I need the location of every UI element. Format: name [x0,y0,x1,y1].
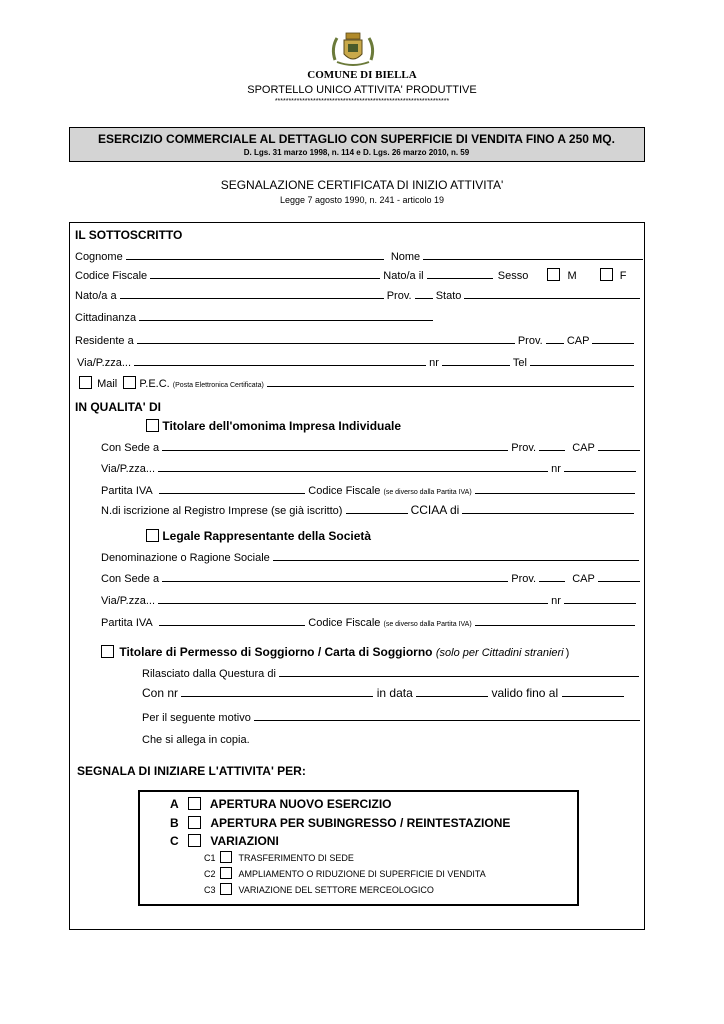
legale-sede-label: Con Sede a [101,573,160,585]
legale-checkbox[interactable] [146,529,159,542]
titolare-via-label: Via/P.zza... [101,463,156,475]
nr-field[interactable] [442,355,510,366]
option-a-checkbox[interactable] [188,797,201,810]
motivo-field[interactable] [254,710,640,721]
sesso-m-label: M [567,270,577,282]
tel-field[interactable] [530,355,634,366]
option-a [170,797,392,811]
row-titolare-sede [101,440,640,454]
stato-label: Stato [435,290,462,302]
legale-cap-label: CAP [572,573,595,585]
cittadinanza-field[interactable] [139,310,433,321]
legale-sede-field[interactable] [162,571,508,582]
legale-prov-field[interactable] [539,571,565,582]
row-cittadinanza [75,310,433,324]
permesso-note: (solo per Cittadini stranieri [435,647,564,659]
row-codice-fiscale [75,268,626,282]
denominazione-field[interactable] [273,550,639,561]
via-field[interactable] [134,355,426,366]
row-titolare [146,419,401,433]
legale-piva-field[interactable] [159,615,305,626]
in-data-label: in data [376,686,413,700]
registro-label: N.di iscrizione al Registro Imprese (se già iscritto) [101,505,343,517]
nome-label: Nome [390,251,421,263]
section-sottoscritto: IL SOTTOSCRITTO [75,228,183,242]
titolare-nr-field[interactable] [564,461,636,472]
cognome-field[interactable] [126,249,384,260]
mail-label: Mail [97,378,118,390]
legale-cap-field[interactable] [598,571,640,582]
sesso-f-label: F [619,270,627,282]
row-legale-via [101,593,636,607]
questura-field[interactable] [279,666,639,677]
option-c3 [204,883,434,895]
option-c-checkbox[interactable] [188,834,201,847]
legale-nr-label: nr [551,595,561,607]
nome-field[interactable] [423,249,643,260]
con-nr-field[interactable] [181,686,373,697]
row-residente [75,333,634,347]
nr-label: nr [429,357,439,369]
valido-field[interactable] [562,686,624,697]
row-denominazione [101,550,639,564]
pec-checkbox[interactable] [123,376,136,389]
titolare-prov-field[interactable] [539,440,565,451]
option-b-label: APERTURA PER SUBINGRESSO / REINTESTAZIONE [210,816,511,830]
row-titolare-via [101,461,636,475]
nato-il-field[interactable] [427,268,493,279]
option-b-checkbox[interactable] [188,816,201,829]
titolare-nr-label: nr [551,463,561,475]
section-qualita: IN QUALITA' DI [75,400,161,414]
option-c-letter: C [170,834,179,848]
in-data-field[interactable] [416,686,488,697]
via-label: Via/P.zza... [77,357,132,369]
scia-law: Legge 7 agosto 1990, n. 241 - articolo 19 [279,195,445,205]
row-legale-piva [101,615,635,629]
option-b [170,816,510,830]
option-c1 [204,851,354,863]
title-box [69,127,645,162]
form-subtitle: D. Lgs. 31 marzo 1998, n. 114 e D. Lgs. 26 marzo 2010, n. 59 [243,148,470,157]
cciaa-field[interactable] [462,503,634,514]
tel-label: Tel [512,357,527,369]
option-c1-checkbox[interactable] [220,851,232,863]
permesso-checkbox[interactable] [101,645,114,658]
form-title: ESERCIZIO COMMERCIALE AL DETTAGLIO CON SUPERFICIE DI VENDITA FINO A 250 MQ. [98,132,615,146]
titolare-piva-field[interactable] [159,483,305,494]
row-permesso [101,645,569,659]
titolare-sede-label: Con Sede a [101,442,160,454]
sesso-m-checkbox[interactable] [547,268,560,281]
mail-checkbox[interactable] [79,376,92,389]
residente-label: Residente a [75,335,134,347]
registro-field[interactable] [346,503,408,514]
option-c3-checkbox[interactable] [220,883,232,895]
con-nr-label: Con nr [142,686,179,700]
codice-fiscale-field[interactable] [150,268,380,279]
residente-prov-field[interactable] [546,333,564,344]
option-a-letter: A [170,797,179,811]
pec-label: P.E.C. [139,378,170,390]
section-segnala: SEGNALA DI INIZIARE L'ATTIVITA' PER: [77,764,306,778]
option-c2-label: AMPLIAMENTO O RIDUZIONE DI SUPERFICIE DI VENDITA [238,869,486,879]
titolare-label: Titolare dell'omonima Impresa Individuale [162,419,402,433]
legale-label: Legale Rappresentante della Società [162,529,372,543]
option-c3-label: VARIAZIONE DEL SETTORE MERCEOLOGICO [238,885,434,895]
option-c2-code: C2 [204,869,216,879]
row-con-nr [142,686,624,700]
titolare-via-field[interactable] [158,461,548,472]
legale-nr-field[interactable] [564,593,636,604]
row-nato-a [75,288,640,302]
questura-label: Rilasciato dalla Questura di [142,668,276,680]
row-cognome [75,249,643,263]
option-c1-label: TRASFERIMENTO DI SEDE [238,853,354,863]
legale-via-label: Via/P.zza... [101,595,156,607]
coat-of-arms-icon [329,30,377,68]
cciaa-label: CCIAA di [410,503,460,517]
legale-via-field[interactable] [158,593,548,604]
legale-cf-label: Codice Fiscale [308,617,381,629]
titolare-cap-field[interactable] [598,440,640,451]
copia-text: Che si allega in copia. [142,734,250,746]
titolare-cf-field[interactable] [475,483,635,494]
legale-cf-field[interactable] [475,615,635,626]
office-name: SPORTELLO UNICO ATTIVITA' PRODUTTIVE [247,84,477,96]
comune-name: COMUNE DI BIELLA [307,69,417,81]
option-c2-checkbox[interactable] [220,867,232,879]
legale-cf-note: (se diverso dalla Partita IVA) [383,621,472,628]
nato-il-label: Nato/a il [383,270,424,282]
nato-a-label: Nato/a a [75,290,117,302]
permesso-note-close: ) [565,647,570,659]
titolare-sede-field[interactable] [162,440,508,451]
residente-cap-field[interactable] [592,333,634,344]
stars-separator: **************************************************************** [274,98,450,105]
permesso-label: Titolare di Permesso di Soggiorno / Carta di Soggiorno [119,645,433,659]
row-legale [146,529,371,543]
titolare-cf-label: Codice Fiscale [308,485,381,497]
nato-a-field[interactable] [120,288,384,299]
option-c3-code: C3 [204,885,216,895]
denominazione-label: Denominazione o Ragione Sociale [101,552,270,564]
row-motivo [142,710,640,724]
titolare-cap-label: CAP [572,442,595,454]
titolare-checkbox[interactable] [146,419,159,432]
valido-label: valido fino al [491,686,559,700]
residente-field[interactable] [137,333,515,344]
prov-label: Prov. [386,290,412,302]
stato-field[interactable] [464,288,640,299]
sesso-f-checkbox[interactable] [600,268,613,281]
legale-prov-label: Prov. [511,573,537,585]
row-questura [142,666,639,680]
row-legale-sede [101,571,640,585]
prov-field[interactable] [415,288,433,299]
row-registro [101,503,634,517]
row-titolare-piva [101,483,635,497]
residente-prov-label: Prov. [517,335,543,347]
option-b-letter: B [170,816,179,830]
cognome-label: Cognome [75,251,123,263]
residente-cap-label: CAP [566,335,590,347]
option-c [170,834,279,848]
row-mail-pec [79,376,634,390]
titolare-piva-label: Partita IVA [101,485,153,497]
pec-field[interactable] [267,376,634,387]
titolare-cf-note: (se diverso dalla Partita IVA) [383,489,472,496]
sesso-label: Sesso [497,270,529,282]
codice-fiscale-label: Codice Fiscale [75,270,148,282]
option-c-label: VARIAZIONI [210,834,279,848]
pec-note: (Posta Elettronica Certificata) [172,382,264,389]
legale-piva-label: Partita IVA [101,617,153,629]
scia-title: SEGNALAZIONE CERTIFICATA DI INIZIO ATTIVITA' [220,178,504,192]
cittadinanza-label: Cittadinanza [75,312,137,324]
option-c2 [204,867,486,879]
option-c1-code: C1 [204,853,216,863]
row-via [77,355,634,369]
option-a-label: APERTURA NUOVO ESERCIZIO [209,797,392,811]
motivo-label: Per il seguente motivo [142,712,251,724]
titolare-prov-label: Prov. [511,442,537,454]
